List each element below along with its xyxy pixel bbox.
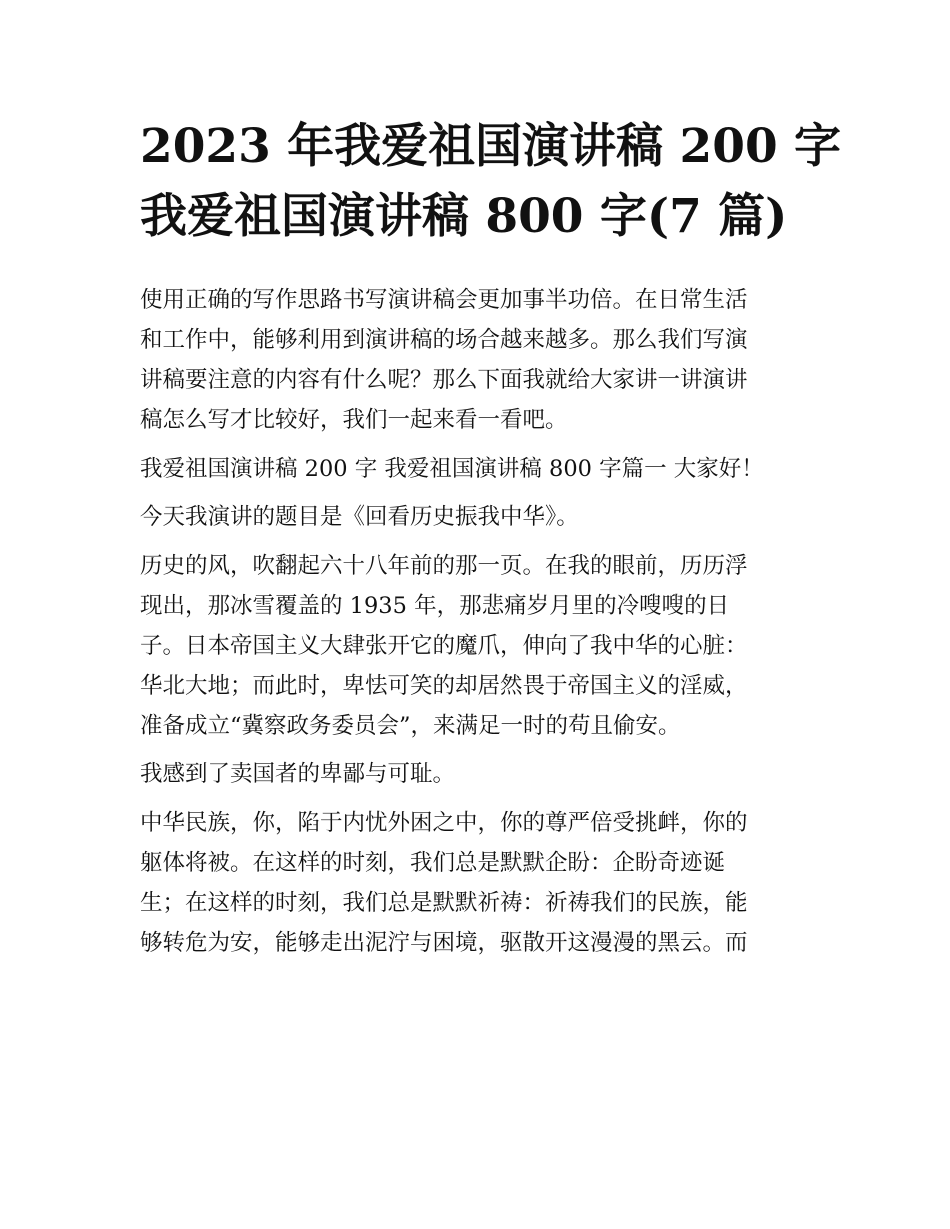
title-line-1: 2023 年我爱祖国演讲稿 200 字 xyxy=(140,119,842,174)
paragraph-history xyxy=(140,546,812,746)
text-line: 子。日本帝国主义大肆张开它的魔爪，伸向了我中华的心脏： xyxy=(140,632,748,659)
text-line: 躯体将被。在这样的时刻，我们总是默默企盼：企盼奇迹诞 xyxy=(140,849,726,876)
paragraph-intro xyxy=(140,280,812,440)
document-body xyxy=(140,280,812,971)
text-line: 稿怎么写才比较好，我们一起来看一看吧。 xyxy=(140,407,568,433)
text-line: 生；在这样的时刻，我们总是默默祈祷：祈祷我们的民族，能 xyxy=(140,889,748,916)
text-line: 历史的风，吹翻起六十八年前的那一页。在我的眼前，历历浮 xyxy=(140,552,748,579)
document-title xyxy=(140,112,842,252)
paragraph-section-heading xyxy=(140,449,812,489)
text-line: 现出，那冰雪覆盖的 1935 年，那悲痛岁月里的冷嗖嗖的日 xyxy=(140,592,730,619)
text-line: 中华民族，你，陷于内忧外困之中，你的尊严倍受挑衅，你的 xyxy=(140,809,748,836)
text-line: 今天我演讲的题目是《回看历史振我中华》。 xyxy=(140,504,579,530)
paragraph-feeling xyxy=(140,754,812,794)
paragraph-nation xyxy=(140,803,812,963)
text-line: 讲稿要注意的内容有什么呢？那么下面我就给大家讲一讲演讲 xyxy=(140,367,748,393)
text-line: 准备成立“冀察政务委员会”，来满足一时的苟且偷安。 xyxy=(140,712,681,739)
text-line: 和工作中，能够利用到演讲稿的场合越来越多。那么我们写演 xyxy=(140,327,748,353)
paragraph-topic xyxy=(140,497,812,537)
title-line-2: 我爱祖国演讲稿 800 字(7 篇) xyxy=(140,189,788,244)
text-line: 我感到了卖国者的卑鄙与可耻。 xyxy=(140,761,456,787)
text-line: 够转危为安，能够走出泥泞与困境，驱散开这漫漫的黑云。而 xyxy=(140,929,748,956)
text-line: 使用正确的写作思路书写演讲稿会更加事半功倍。在日常生活 xyxy=(140,287,748,313)
text-line: 我爱祖国演讲稿 200 字 我爱祖国演讲稿 800 字篇一 大家好！ xyxy=(140,455,764,482)
document-page xyxy=(140,0,842,1229)
text-line: 华北大地；而此时，卑怯可笑的却居然畏于帝国主义的淫威， xyxy=(140,672,748,699)
